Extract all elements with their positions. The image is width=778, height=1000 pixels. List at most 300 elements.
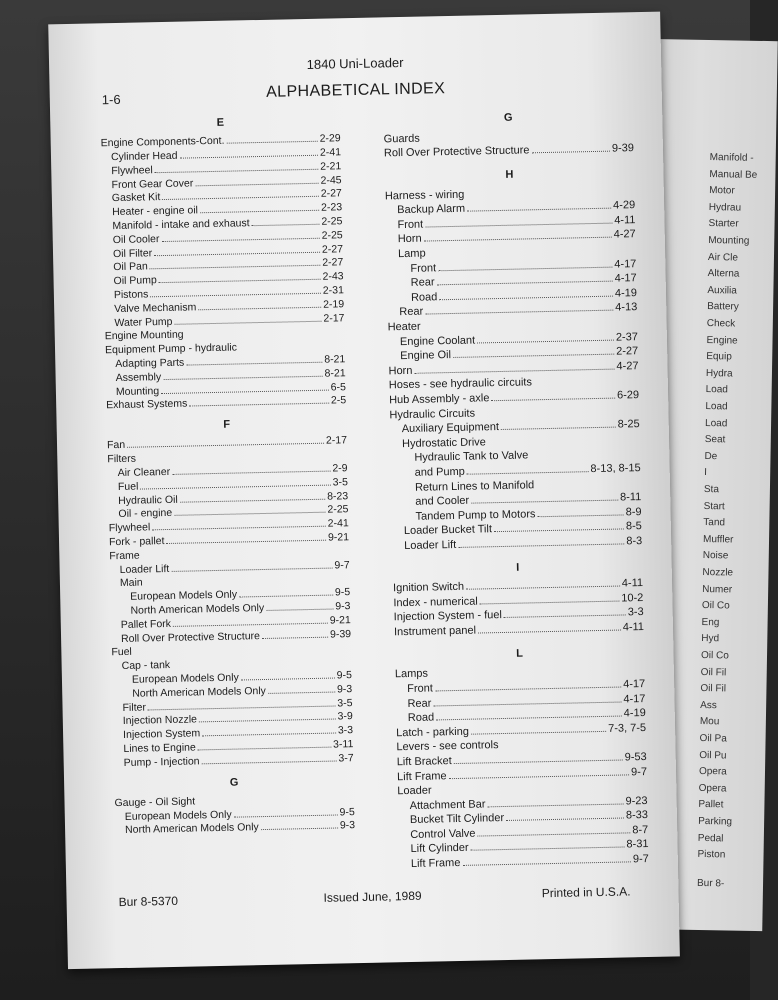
dot-leader <box>478 831 631 836</box>
document-title: 1840 Uni-Loader <box>306 54 404 72</box>
dot-leader <box>180 154 318 159</box>
index-entry-label: Main <box>119 576 143 590</box>
dot-leader <box>414 367 614 373</box>
dot-leader <box>162 195 319 200</box>
index-entry-label: Oil Pan <box>113 260 148 274</box>
index-entry-page: 2-31 <box>322 284 344 297</box>
dot-leader <box>261 827 338 831</box>
index-entry-label: Loader Bucket Tilt <box>403 523 493 538</box>
adjacent-page-text: Eng <box>701 616 720 629</box>
index-entry-page: 4-19 <box>623 707 646 720</box>
dot-leader <box>167 539 327 544</box>
index-entry-page: 9-3 <box>339 819 356 832</box>
footer-document-number: Bur 8-5370 <box>118 893 179 910</box>
index-entry-page: 9-3 <box>336 682 353 696</box>
index-entry-page: 2-19 <box>323 298 345 311</box>
index-entry-label: Hoses - see hydraulic circuits <box>388 376 533 392</box>
index-entry-label: Mounting <box>115 384 160 398</box>
index-entry-page: 3-7 <box>338 751 354 765</box>
dot-leader <box>186 361 322 366</box>
adjacent-page-text: Load <box>704 417 728 429</box>
adjacent-page-text: Hydrau <box>708 201 742 214</box>
index-entry-page: 2-23 <box>320 201 343 214</box>
dot-leader <box>471 730 606 735</box>
index-entry-page: 2-41 <box>319 146 342 159</box>
dot-leader <box>537 513 623 517</box>
index-entry-label: Oil Filter <box>112 246 153 260</box>
dot-leader <box>252 223 320 226</box>
index-entry-label: Equipment Pump - hydraulic <box>104 341 238 357</box>
adjacent-page-text: Pallet <box>698 799 724 811</box>
index-entry-page: 3-5 <box>337 696 353 709</box>
index-entry-page: 2-25 <box>327 503 349 517</box>
index-entry-page: 9-23 <box>625 794 648 808</box>
index-entry-page: 9-39 <box>329 627 352 641</box>
dot-leader <box>534 383 637 386</box>
dot-leader <box>425 309 613 315</box>
index-entry-label: Ignition Switch <box>392 581 465 595</box>
dot-leader <box>435 685 621 691</box>
dot-leader <box>262 635 328 638</box>
index-entry-page: 2-17 <box>325 434 348 448</box>
index-entry-label: Flywheel <box>108 521 151 535</box>
dot-leader <box>266 607 333 610</box>
dot-leader <box>462 860 631 866</box>
dot-leader <box>466 193 633 197</box>
index-entry-label: Cap - tank <box>121 659 171 673</box>
dot-leader <box>424 236 612 242</box>
dot-leader <box>430 671 643 676</box>
dot-leader <box>425 221 612 227</box>
adjacent-page-text: I <box>704 467 708 479</box>
index-entry-label: Tandem Pump to Motors <box>415 508 536 523</box>
dot-leader <box>189 402 329 407</box>
dot-leader <box>195 181 318 186</box>
dot-leader <box>239 594 333 598</box>
adjacent-page-text: Air Cle <box>707 251 739 264</box>
index-entry-label: North American Models Only <box>130 601 265 617</box>
adjacent-page-text: Load <box>705 400 728 413</box>
index-entry-page: 2-41 <box>327 517 349 530</box>
index-entry-label: Front Gear Cover <box>111 176 194 191</box>
adjacent-page-text: De <box>704 450 718 463</box>
index-entry-page: 9-7 <box>630 765 648 778</box>
index-entry-label: Horn <box>388 364 413 378</box>
index-entry-page: 2-5 <box>330 394 347 407</box>
index-entry-label: Lamp <box>397 247 426 261</box>
index-entry-page: 2-21 <box>320 160 342 173</box>
index-entry-page: 9-5 <box>339 805 355 818</box>
dot-leader <box>491 397 615 402</box>
index-title: ALPHABETICAL INDEX <box>265 80 446 101</box>
dot-leader <box>471 499 618 504</box>
index-entry-label: Filters <box>107 452 137 466</box>
index-entry-label: Exhaust Systems <box>106 397 188 412</box>
dot-leader <box>428 251 634 256</box>
index-entry-page: 2-27 <box>321 242 344 256</box>
index-entry-label: Auxiliary Equipment <box>401 421 500 436</box>
index-entry-label: Hydraulic Circuits <box>389 407 476 421</box>
index-entry-page: 6-5 <box>330 380 347 394</box>
dot-leader <box>138 456 345 461</box>
index-entry-label: North American Models Only <box>132 684 266 700</box>
index-entry-label: Guards <box>383 132 420 146</box>
section-letter: I <box>516 561 520 574</box>
index-entry-label: Lamps <box>394 667 429 681</box>
adjacent-page-text: Equip <box>706 351 732 363</box>
dot-leader <box>239 347 343 350</box>
index-entry-label: Front <box>407 682 434 695</box>
index-entry-page: 2-43 <box>322 270 344 283</box>
index-column-right <box>383 100 649 873</box>
adjacent-page-text: Start <box>703 500 725 512</box>
index-entry-page: 4-29 <box>612 199 636 212</box>
index-entry-page: 8-11 <box>619 491 642 504</box>
index-entry-page: 4-27 <box>616 359 639 373</box>
dot-leader <box>202 732 336 737</box>
index-entry-page: 8-23 <box>327 489 349 503</box>
index-entry-page: 8-33 <box>625 809 649 822</box>
dot-leader <box>171 566 332 571</box>
dot-leader <box>438 265 612 271</box>
dot-leader <box>142 553 348 558</box>
dot-leader <box>268 690 335 693</box>
index-entry-label: Gauge - Oil Sight <box>114 795 196 809</box>
index-entry-label: Rear <box>399 306 424 319</box>
index-entry-page: 4-17 <box>623 692 646 706</box>
index-entry-page: 4-17 <box>614 272 637 285</box>
index-column-left <box>100 106 355 838</box>
dot-leader <box>439 294 613 300</box>
dot-leader <box>436 715 622 721</box>
index-entry-page: 2-9 <box>332 462 348 475</box>
index-entry-label: Loader Lift <box>404 538 457 552</box>
index-entry-page: 9-3 <box>335 600 351 613</box>
adjacent-page-text: Motor <box>709 185 735 197</box>
index-entry-label: Loader Lift <box>119 562 170 576</box>
index-entry-label: Rear <box>410 276 435 290</box>
adjacent-page-text: Oil Co <box>701 600 730 612</box>
index-entry-label: Front <box>397 218 424 231</box>
index-entry-page: 3-9 <box>337 710 353 723</box>
index-entry-page: 8-7 <box>632 823 649 837</box>
adjacent-page-text: Battery <box>707 301 739 313</box>
index-entry-label: Filter <box>122 701 147 714</box>
index-entry-page: 4-13 <box>615 301 638 314</box>
dot-leader <box>198 746 331 751</box>
dot-leader <box>422 136 632 141</box>
adjacent-page-text: Manual Be <box>709 168 758 181</box>
index-entry-label: Air Cleaner <box>117 465 171 479</box>
dot-leader <box>161 388 329 394</box>
index-entry-label: Oil Cooler <box>112 232 160 246</box>
dot-leader <box>159 278 321 283</box>
index-entry-label: Manifold - intake and exhaust <box>112 217 250 233</box>
index-entry-label: Injection Nozzle <box>122 713 198 728</box>
dot-leader <box>145 581 348 586</box>
dot-leader <box>453 353 614 358</box>
index-entry-label: Assembly <box>115 370 162 384</box>
dot-leader <box>234 813 338 817</box>
index-entry-page: 2-45 <box>320 173 342 187</box>
adjacent-page-text: Opera <box>698 782 727 795</box>
adjacent-page-text: Load <box>705 384 729 396</box>
index-entry-page: 4-11 <box>621 577 644 590</box>
adjacent-page-text: Numer <box>702 583 733 596</box>
adjacent-page-text: Manifold - <box>709 152 754 164</box>
dot-leader <box>241 676 335 680</box>
index-entry-page: 10-2 <box>621 591 644 605</box>
index-entry-label: Injection System - fuel <box>393 609 503 624</box>
dot-leader <box>434 788 646 793</box>
adjacent-page-text: Mou <box>699 716 720 728</box>
dot-leader <box>199 718 336 723</box>
index-entry-page: 8-21 <box>324 367 346 380</box>
index-entry-label: Fan <box>106 439 126 452</box>
index-entry-label: Loader <box>397 784 432 798</box>
dot-leader <box>506 817 624 821</box>
section-letter: H <box>505 168 514 181</box>
index-entry-label: Lift Frame <box>396 769 447 783</box>
dot-leader <box>163 374 322 379</box>
adjacent-page-text: Check <box>706 318 736 330</box>
index-entry-label: European Models Only <box>131 671 239 686</box>
index-entry-page: 2-25 <box>321 215 343 228</box>
index-entry-label: Oil - engine <box>118 507 173 521</box>
dot-leader <box>134 650 350 656</box>
adjacent-page-text: Oil Co <box>700 649 729 662</box>
dot-leader <box>197 800 352 804</box>
index-entry-page: 9-21 <box>327 531 350 544</box>
index-entry-label: Return Lines to Manifold <box>414 478 535 494</box>
dot-leader <box>467 470 589 475</box>
index-entry-label: Injection System <box>122 727 201 742</box>
index-entry-label: Valve Mechanism <box>114 301 197 315</box>
dot-leader <box>467 207 611 212</box>
index-entry-label: Pallet Fork <box>120 617 172 631</box>
index-entry-page: 2-29 <box>319 132 341 145</box>
dot-leader <box>501 426 616 430</box>
index-entry-page: 6-29 <box>616 389 640 402</box>
dot-leader <box>477 412 637 416</box>
index-entry-label: Roll Over Protective Structure <box>383 144 530 160</box>
index-entry-page: 4-11 <box>614 213 636 227</box>
adjacent-page-text: Mounting <box>708 235 750 247</box>
dot-leader <box>501 744 645 748</box>
dot-leader <box>536 485 639 488</box>
index-entry-label: and Pump <box>414 465 465 479</box>
index-entry-page: 9-7 <box>632 853 649 866</box>
adjacent-page-text: Parking <box>698 815 733 828</box>
adjacent-page-text: Sta <box>703 483 720 496</box>
index-entry-label: Levers - see controls <box>396 739 499 754</box>
dot-leader <box>471 846 625 851</box>
index-entry-label: Road <box>410 291 438 304</box>
index-entry-label: Attachment Bar <box>409 798 486 812</box>
dot-leader <box>530 455 638 458</box>
index-entry-label: Control Valve <box>410 827 476 841</box>
page-number: 1-6 <box>101 91 121 108</box>
dot-leader <box>454 758 623 764</box>
adjacent-page-text: Noise <box>702 550 729 562</box>
dot-leader <box>127 442 324 448</box>
section-letter: F <box>223 418 231 431</box>
index-entry-page: 7-3, 7-5 <box>608 721 647 735</box>
index-entry-label: Lift Cylinder <box>410 842 469 856</box>
section-letter: E <box>216 116 225 129</box>
index-entry-label: Lift Bracket <box>396 755 452 769</box>
index-entry-label: Lines to Engine <box>123 741 196 755</box>
dot-leader <box>494 528 624 533</box>
index-entry-page: 9-21 <box>329 613 351 627</box>
index-entry-page: 9-5 <box>334 586 351 599</box>
index-entry-label: Water Pump <box>114 315 173 329</box>
index-entry-label: Adapting Parts <box>115 356 185 371</box>
index-entry-page: 4-19 <box>614 286 638 300</box>
dot-leader <box>173 621 328 626</box>
index-entry-label: Gasket Kit <box>111 191 161 205</box>
index-entry-label: Lift Frame <box>410 857 461 871</box>
adjacent-page-text: Oil Pa <box>699 732 727 745</box>
dot-leader <box>172 663 350 668</box>
adjacent-page-text: Piston <box>697 849 726 861</box>
dot-leader <box>174 319 321 324</box>
index-entry-page: 4-27 <box>613 228 636 242</box>
section-letter: L <box>515 647 523 660</box>
dot-leader <box>155 168 319 173</box>
adjacent-page-text: Alterna <box>707 268 740 280</box>
index-entry-page: 2-25 <box>321 229 343 242</box>
dot-leader <box>150 292 321 298</box>
index-entry-page: 9-5 <box>336 669 353 682</box>
dot-leader <box>154 250 320 255</box>
index-entry-label: Fuel <box>111 646 132 659</box>
index-entry-page: 9-7 <box>334 558 350 572</box>
index-entry-label: Bucket Tilt Cylinder <box>409 812 505 827</box>
index-entry-label: Rear <box>407 697 432 710</box>
dot-leader <box>180 497 325 502</box>
adjacent-page-text: Ass <box>700 699 717 712</box>
index-entry-label: Cylinder Head <box>110 149 178 164</box>
index-entry-label: Engine Mounting <box>104 328 184 343</box>
index-entry-label: North American Models Only <box>124 821 259 837</box>
dot-leader <box>449 773 630 779</box>
index-entry-page: 4-17 <box>623 677 646 691</box>
dot-leader <box>200 209 319 213</box>
index-entry-label: Fuel <box>117 480 139 493</box>
index-entry-page: 2-27 <box>320 187 342 201</box>
section-letter: G <box>229 776 239 789</box>
index-entry-page: 2-37 <box>615 330 639 344</box>
adjacent-page-text: Opera <box>698 766 727 778</box>
dot-leader <box>480 599 620 604</box>
dot-leader <box>148 704 335 710</box>
index-entry-label: Hydrostatic Drive <box>401 436 486 450</box>
index-entry-page: 3-3 <box>627 606 644 619</box>
dot-leader <box>504 614 626 619</box>
index-entry-page: 3-3 <box>337 724 354 737</box>
index-entry-label: Road <box>407 711 435 725</box>
dot-leader <box>458 542 624 547</box>
index-entry-page: 3-11 <box>332 738 354 751</box>
index-entry-label: European Models Only <box>124 808 232 823</box>
dot-leader <box>423 324 636 329</box>
index-entry-label: Backup Alarm <box>397 202 466 217</box>
index-entry-page: 8-25 <box>617 418 640 431</box>
index-entry-label: Hub Assembly - axle <box>389 392 490 407</box>
adjacent-page-text: Nozzle <box>702 566 734 579</box>
index-entry-label: Hydraulic Oil <box>118 493 178 507</box>
adjacent-page-text: Engine <box>706 334 738 347</box>
index-entry-label: Roll Over Protective Structure <box>120 629 261 645</box>
adjacent-page-text: Muffler <box>702 533 734 546</box>
index-entry-label: Heater - engine oil <box>112 204 199 219</box>
dot-leader <box>433 700 621 706</box>
adjacent-page-text: Seat <box>704 434 726 446</box>
index-entry-page: 2-17 <box>323 311 345 325</box>
dot-leader <box>478 629 621 634</box>
adjacent-page-text: Hydra <box>705 367 733 380</box>
dot-leader <box>172 470 330 475</box>
index-entry-page: 9-53 <box>624 750 647 764</box>
index-entry-page: 2-27 <box>322 256 344 270</box>
adjacent-page-text: Tand <box>703 517 726 529</box>
adjacent-page-text: Bur 8- <box>696 877 725 890</box>
index-entry-label: Latch - parking <box>396 725 470 739</box>
dot-leader <box>202 759 337 764</box>
dot-leader <box>152 525 326 531</box>
adjacent-page-text: Oil Fil <box>700 666 727 678</box>
index-entry-page: 3-5 <box>332 475 348 489</box>
dot-leader <box>226 140 317 144</box>
section-letter: G <box>503 111 513 124</box>
index-entry-page: 8-31 <box>626 838 649 851</box>
index-entry-page: 8-21 <box>324 353 346 366</box>
dot-leader <box>140 483 330 489</box>
index-entry-label: Harness - wiring <box>384 188 465 203</box>
index-entry-label: Oil Pump <box>113 274 157 288</box>
adjacent-page-text: Oil Pu <box>699 749 727 762</box>
dot-leader <box>437 280 613 286</box>
dot-leader <box>198 306 321 311</box>
adjacent-page-text: Oil Fil <box>700 683 727 695</box>
adjacent-page-text: Auxilia <box>707 284 737 297</box>
dot-leader <box>466 585 620 590</box>
index-entry-label: Engine Components-Cont. <box>100 134 225 150</box>
index-entry-label: Engine Oil <box>400 349 452 363</box>
adjacent-page-text: Pedal <box>697 832 724 844</box>
footer-printed-in: Printed in U.S.A. <box>541 884 631 901</box>
index-entry-label: Pump - Injection <box>123 755 200 769</box>
index-entry-label: Instrument panel <box>393 624 477 639</box>
dot-leader <box>531 150 609 154</box>
dot-leader <box>186 334 343 338</box>
index-page <box>48 12 680 970</box>
index-entry-page: 4-11 <box>622 621 645 634</box>
index-entry-label: Fork - pallet <box>108 535 165 549</box>
index-entry-label: Horn <box>397 233 422 246</box>
footer-issue-date: Issued June, 1989 <box>323 888 422 905</box>
adjacent-page-text: Starter <box>708 218 739 230</box>
index-entry-label: and Cooler <box>415 494 470 508</box>
dot-leader <box>161 237 319 242</box>
index-entry-page: 2-27 <box>616 345 639 358</box>
index-entry-label: Engine Coolant <box>399 334 476 348</box>
index-entry-label: Pistons <box>113 288 149 302</box>
index-entry-page: 8-3 <box>626 534 643 548</box>
index-entry-page: 8-5 <box>625 520 642 533</box>
index-entry-label: Index - numerical <box>393 595 478 610</box>
